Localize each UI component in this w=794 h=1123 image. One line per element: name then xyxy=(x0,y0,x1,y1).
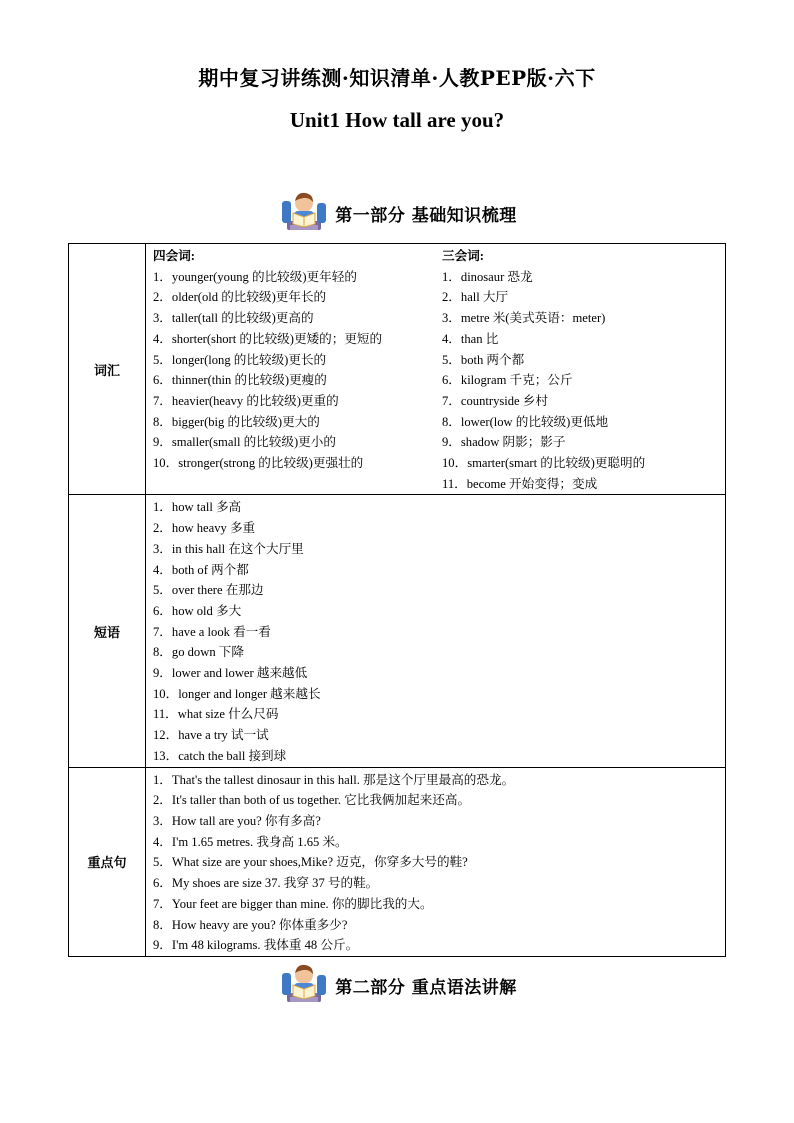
knowledge-table xyxy=(68,243,726,957)
vocab-four-skill-column xyxy=(153,246,442,494)
phrase-item: 3．in this hall 在这个大厅里 xyxy=(153,541,304,556)
sentence-item: 2．It's taller than both of us together. 它比我俩加起来还高。 xyxy=(153,793,471,808)
vocab-item: 3．metre 米(美式英语：meter) xyxy=(442,311,606,326)
sentences-category: 重点句 xyxy=(69,767,146,956)
phrases-category: 短语 xyxy=(69,495,146,767)
vocab-cell xyxy=(146,244,726,495)
vocab-item: 8．bigger(big 的比较级)更大的 xyxy=(153,414,320,429)
phrase-item: 4．both of 两个都 xyxy=(153,562,249,577)
phrase-item: 10．longer and longer 越来越长 xyxy=(153,686,321,701)
vocab-item: 10．smarter(smart 的比较级)更聪明的 xyxy=(442,456,646,471)
boy-reading-book-icon xyxy=(277,963,331,1007)
sentence-item: 9．I'm 48 kilograms. 我体重 48 公斤。 xyxy=(153,938,359,953)
vocab-item: 4．than 比 xyxy=(442,331,499,346)
section-heading-part1 xyxy=(0,191,794,235)
unit-title: Unit1 How tall are you? xyxy=(289,108,505,132)
sentence-item: 8．How heavy are you? 你体重多少? xyxy=(153,917,348,932)
sentence-item: 4．I'm 1.65 metres. 我身高 1.65 米。 xyxy=(153,834,348,849)
phrase-item: 13．catch the ball 接到球 xyxy=(153,748,287,763)
phrase-item: 5．over there 在那边 xyxy=(153,583,264,598)
vocab-item: 5．both 两个都 xyxy=(442,352,525,367)
phrase-item: 1．how tall 多高 xyxy=(153,500,242,515)
vocab-item: 1．dinosaur 恐龙 xyxy=(442,269,533,284)
phrase-item: 11．what size 什么尺码 xyxy=(153,707,279,722)
phrases-row xyxy=(69,495,726,767)
sentence-item: 7．Your feet are bigger than mine. 你的脚比我的大。 xyxy=(153,896,433,911)
sentence-item: 5．What size are your shoes,Mike? 迈克，你穿多大号的鞋? xyxy=(153,855,468,870)
vocab-item: 1．younger(young 的比较级)更年轻的 xyxy=(153,269,357,284)
sentence-item: 3．How tall are you? 你有多高? xyxy=(153,813,321,828)
vocab-item: 8．lower(low 的比较级)更低地 xyxy=(442,414,609,429)
vocab-item: 4．shorter(short 的比较级)更矮的；更短的 xyxy=(153,331,383,346)
vocab-item: 2．older(old 的比较级)更年长的 xyxy=(153,290,327,305)
vocab-item: 9．shadow 阴影；影子 xyxy=(442,435,566,450)
phrase-item: 9．lower and lower 越来越低 xyxy=(153,666,308,681)
phrase-item: 2．how heavy 多重 xyxy=(153,521,256,536)
phrases-cell xyxy=(146,495,726,767)
sentence-item: 1．That's the tallest dinosaur in this hall. 那是这个厅里最高的恐龙。 xyxy=(153,772,515,787)
document-title: 期中复习讲练测·知识清单·人教PEP版·六下 xyxy=(198,66,596,90)
vocab-four-skill-heading: 四会词: xyxy=(153,249,195,263)
vocab-item: 3．taller(tall 的比较级)更高的 xyxy=(153,311,314,326)
sentence-item: 6．My shoes are size 37. 我穿 37 号的鞋。 xyxy=(153,876,379,891)
phrase-item: 12．have a try 试一试 xyxy=(153,728,269,743)
vocab-item: 6．thinner(thin 的比较级)更瘦的 xyxy=(153,373,327,388)
sentences-cell xyxy=(146,767,726,956)
vocab-three-skill-heading: 三会词: xyxy=(442,249,484,263)
vocab-three-skill-column xyxy=(442,246,719,494)
vocab-item: 7．heavier(heavy 的比较级)更重的 xyxy=(153,393,339,408)
vocab-category: 词汇 xyxy=(69,244,146,495)
vocab-item: 9．smaller(small 的比较级)更小的 xyxy=(153,435,336,450)
vocab-item: 11．become 开始变得；变成 xyxy=(442,476,598,491)
phrase-item: 6．how old 多大 xyxy=(153,603,242,618)
section-title-part2: 第二部分 重点语法讲解 xyxy=(335,977,517,998)
phrase-item: 8．go down 下降 xyxy=(153,645,244,660)
section-title-part1: 第一部分 基础知识梳理 xyxy=(335,205,517,226)
sentences-row xyxy=(69,767,726,956)
vocab-item: 6．kilogram 千克；公斤 xyxy=(442,373,573,388)
vocab-row xyxy=(69,244,726,495)
phrase-item: 7．have a look 看一看 xyxy=(153,624,271,639)
section-heading-part2 xyxy=(0,963,794,1007)
vocab-item: 10．stronger(strong 的比较级)更强壮的 xyxy=(153,456,364,471)
vocab-item: 7．countryside 乡村 xyxy=(442,393,548,408)
vocab-item: 2．hall 大厅 xyxy=(442,290,509,305)
vocab-item: 5．longer(long 的比较级)更长的 xyxy=(153,352,327,367)
boy-reading-book-icon xyxy=(277,191,331,235)
